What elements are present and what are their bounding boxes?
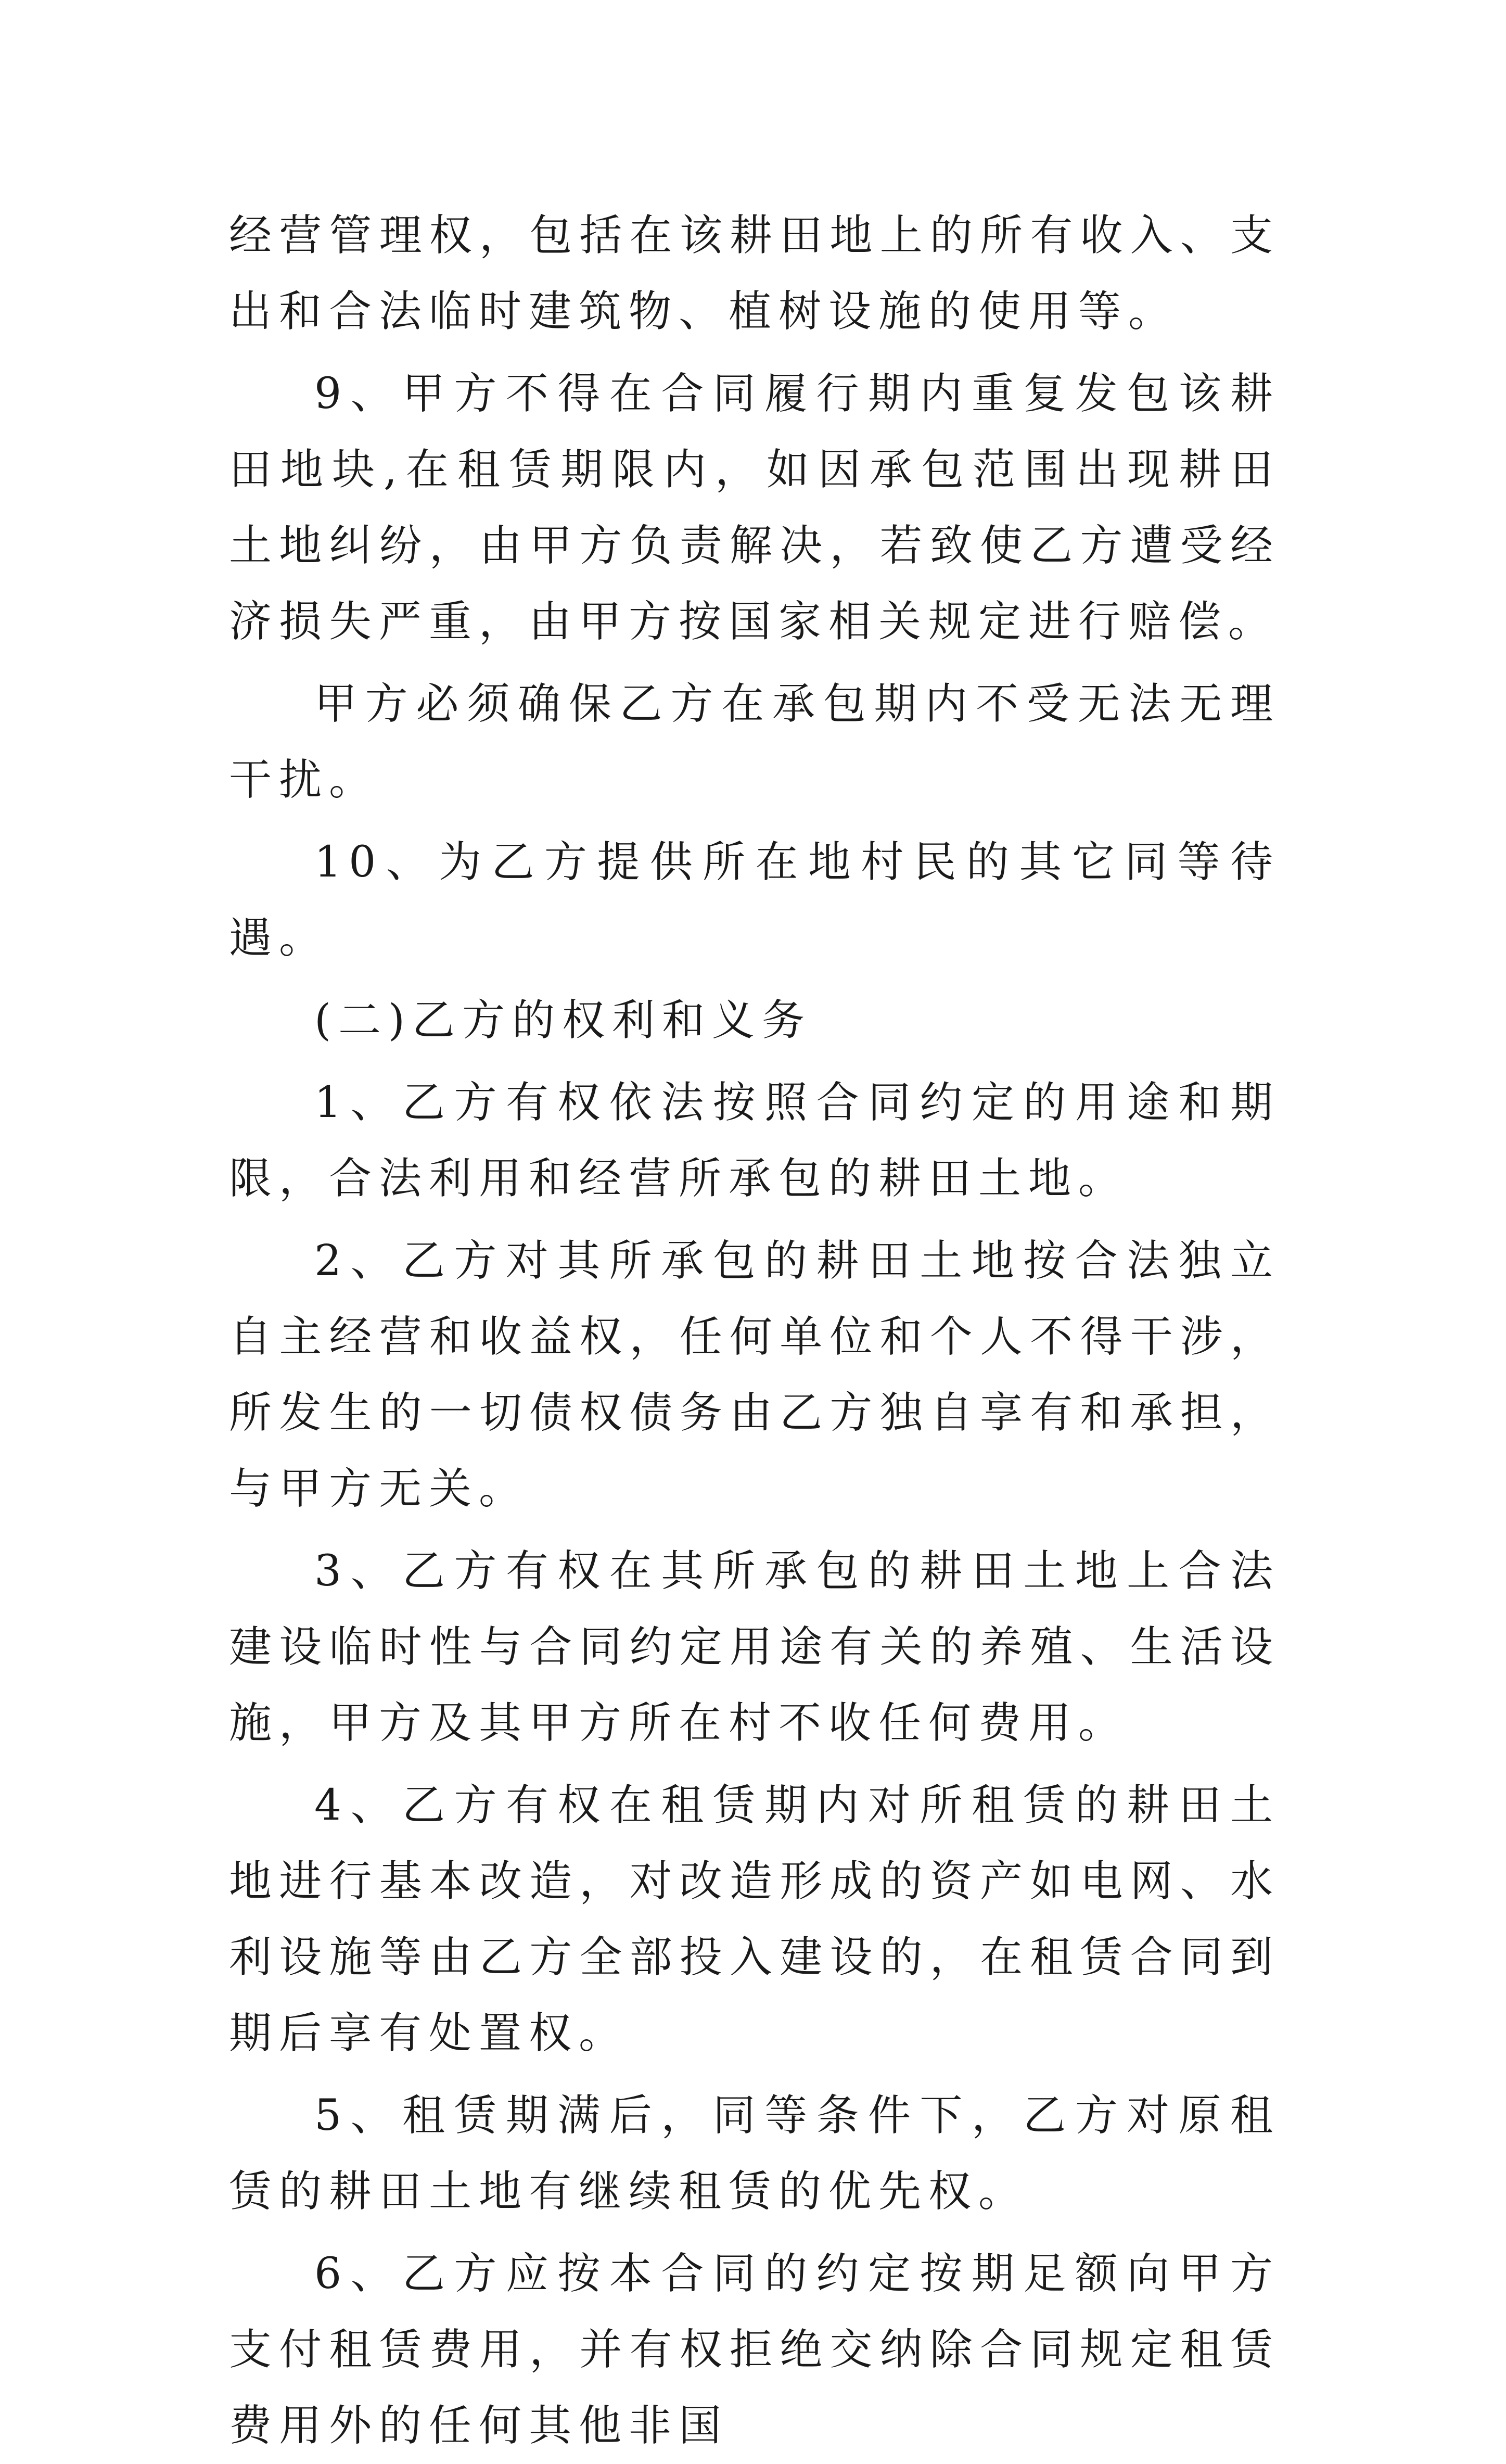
- paragraph-continuation: 经营管理权，包括在该耕田地上的所有收入、支出和合法临时建筑物、植树设施的使用等。: [229, 211, 1280, 336]
- paragraph-item-1: 1、乙方有权依法按照合同约定的用途和期限，合法利用和经营所承包的耕田土地。: [229, 1078, 1280, 1203]
- paragraph-item-5: 5、租赁期满后，同等条件下，乙方对原租赁的耕田土地有继续租赁的优先权。: [229, 2091, 1280, 2216]
- section-heading-party-b: (二)乙方的权利和义务: [314, 996, 812, 1045]
- paragraph-item-6: 6、乙方应按本合同的约定按期足额向甲方支付租赁费用，并有权拒绝交纳除合同规定租赁费用外的任何其他非国: [229, 2249, 1280, 2450]
- document-page: [229, 198, 1280, 2464]
- paragraph-guarantee: 甲方必须确保乙方在承包期内不受无法无理干扰。: [229, 679, 1280, 805]
- paragraph-item-2: 2、乙方对其所承包的耕田土地按合法独立自主经营和收益权，任何单位和个人不得干涉，所发生的一切债权债务由乙方独自享有和承担，与甲方无关。: [229, 1236, 1280, 1514]
- paragraph-item-4: 4、乙方有权在租赁期内对所租赁的耕田土地进行基本改造，对改造形成的资产如电网、水利设施等由乙方全部投入建设的，在租赁合同到期后享有处置权。: [229, 1781, 1280, 2058]
- paragraph-item-3: 3、乙方有权在其所承包的耕田土地上合法建设临时性与合同约定用途有关的养殖、生活设施，甲方及其甲方所在村不收任何费用。: [229, 1546, 1280, 1748]
- paragraph-item-9: 9、甲方不得在合同履行期内重复发包该耕田地块,在租赁期限内，如因承包范围出现耕田土地纠纷，由甲方负责解决，若致使乙方遭受经济损失严重，由甲方按国家相关规定进行赔偿。: [229, 369, 1280, 646]
- paragraph-item-10: 10、为乙方提供所在地村民的其它同等待遇。: [229, 837, 1280, 963]
